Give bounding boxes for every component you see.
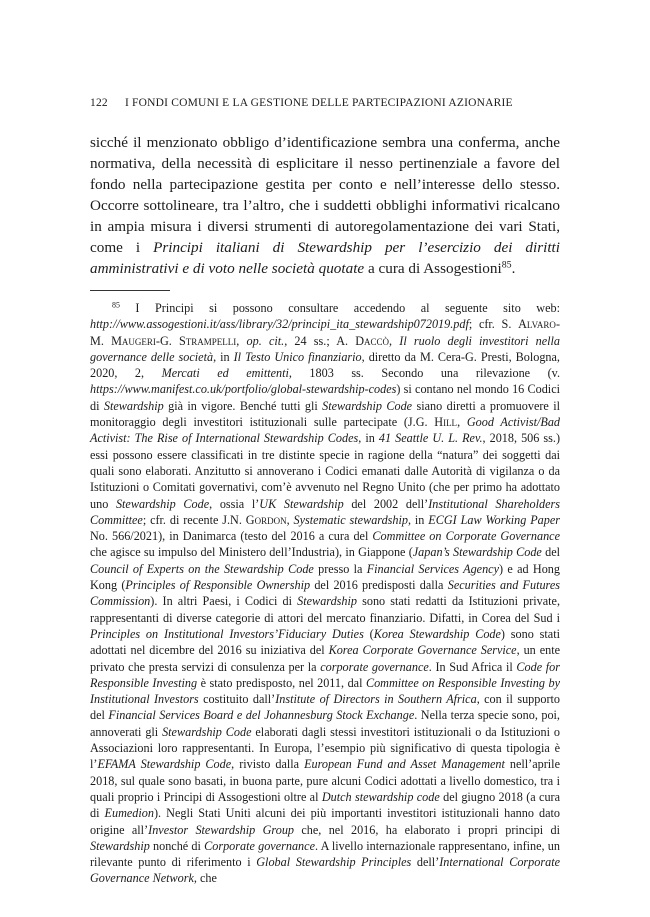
footnote-text: , 2018, 506 ss.) essi possono essere classificati in tre distinte specie in ragione della “natura” dei soggetti dai quali sono elaborati. Anzitutto si annoverano i Codici emanati dalle Autorità di vigilanza o da Istituzioni o Comitati governativi, com’è avvenuto nel Regno Unito (che per primo ha adottato uno (90, 431, 561, 511)
footnote-italic: International Corporate Governance Network (90, 855, 560, 886)
body-text: a cura di Assogestioni (364, 260, 502, 277)
footnote-text: , ossia l’ (209, 496, 260, 511)
footnote-italic: corporate governance (320, 659, 429, 674)
footnote-text: . Nella terza specie sono, poi, annoverati gli (90, 708, 560, 739)
footnote-italic: Global Stewardship Principles (256, 855, 412, 870)
running-title: I FONDI COMUNI E LA GESTIONE DELLE PARTECIPAZIONI AZIONARIE (124, 97, 513, 109)
footnote-italic: Principles of Responsible Ownership (125, 578, 311, 593)
footnote-italic: ECGI Law Working Paper (428, 512, 561, 527)
author-name: Maugeri (111, 333, 156, 348)
footnote-text: No. 566/2021), in Danimarca (testo del 2016 a cura del (90, 529, 373, 544)
footnote-text: . A livello internazionale rappresentano, infine, un rilevante punto di riferimento i (90, 838, 560, 870)
footnote-text: elaborati dagli stessi investitori istituzionali o da Istituzioni o Associazioni loro rappresentanti. In Europa, l’esempio più significativo di questa tipologia è l’ (90, 724, 560, 772)
footnote-text: , (457, 415, 467, 430)
footnote-text: ) sono stati adottati nel dicembre del 2016 su iniziativa del (90, 626, 560, 658)
footnote-text: dell’ (411, 855, 440, 870)
footnote-italic: Korea Corporate Governance Service (328, 643, 517, 658)
footnote-text: nonché di (149, 838, 205, 853)
footnote-italic: Institute of Directors in Southern Africa (275, 692, 477, 707)
footnote-italic: Systematic stewardship (293, 512, 408, 527)
footnote-italic: Stewardship Code (162, 724, 252, 739)
footnote-text: , 24 ss.; A. (284, 333, 356, 348)
footnote-italic: Mercati ed emittenti (161, 366, 289, 381)
body-paragraph (90, 132, 560, 279)
footnote-text: , che (193, 871, 217, 886)
footnote-text: nell’aprile 2018, sul quale sono basati, in buona parte, pure alcuni Codici adottati a livello domestico, tra i quali proprio i Principi di Assogestioni oltre al (90, 757, 560, 804)
footnote-italic: Committee on Responsible Investing by Institutional Investors (90, 675, 560, 707)
footnote-separator (90, 290, 170, 291)
running-header (90, 97, 560, 109)
footnote-italic: Good Activist/Bad Activist: The Rise of International Stewardship Codes (90, 415, 561, 446)
footnote-italic: Dutch stewardship code (321, 789, 440, 804)
footnote-text: che agisce su impulso del Ministero dell’Industria), in Giappone ( (90, 545, 413, 560)
footnote-text: ; cfr. di recente J.N. (142, 512, 246, 527)
footnote-text: , un ente privato che presta servizi di consulenza per la (90, 643, 560, 674)
footnote-italic: European Fund and Asset Management (304, 757, 505, 772)
footnote-italic: Council of Experts on the Stewardship Code (90, 561, 314, 576)
footnote-text: già in vigore. Benché tutti gli (163, 398, 323, 413)
footnote-italic: Eumedion (104, 806, 154, 821)
footnote-text: , (286, 512, 294, 527)
footnote-italic: 41 Seattle U. L. Rev. (378, 431, 483, 446)
footnote-italic: Committee on Corporate Governance (372, 529, 560, 544)
author-name: Daccò (355, 333, 390, 348)
footnote-italic: Financial Services Board e del Johannesburg Stock Exchange (108, 708, 415, 723)
footnote-text: ; cfr. S. (468, 317, 519, 332)
footnote-italic: op. cit. (246, 333, 285, 348)
author-name: Gordon (245, 512, 287, 527)
footnote-text: , in (213, 349, 234, 364)
footnote-text: ) e ad Hong Kong ( (90, 561, 560, 593)
footnote-italic: Japan’s Stewardship Code (412, 545, 542, 560)
footnote-text: costituito dall’ (198, 692, 276, 707)
body-text: . (511, 260, 516, 277)
footnote-text: ) si contano nel mondo 16 Codici di (90, 382, 560, 413)
footnote-text: . In Sud Africa il (428, 659, 517, 674)
footnote-italic: Il Testo Unico finanziario (233, 349, 362, 364)
footnote-italic: Investor Stewardship Group (148, 822, 295, 837)
footnote-italic: EFAMA Stewardship Code (97, 757, 232, 772)
footnote-italic: Korea Stewardship Code (373, 626, 501, 641)
footnote-text: sono stati redatti da Istituzioni private, rappresentanti di diverse categorie di attori del mercato finanziario. Difatti, in Corea del Sud i (90, 594, 560, 625)
footnote-url: https://www.manifest.co.uk/portfolio/global-stewardship-codes (90, 382, 397, 397)
footnote-text: -M. (90, 317, 560, 348)
footnote-text: , (389, 333, 400, 348)
footnote-text: , rivisto dalla (231, 757, 305, 772)
author-name: Strampelli (179, 333, 237, 348)
footnote-text: , in (358, 431, 379, 446)
footnote-text: , (236, 333, 247, 348)
author-name: Alvaro (518, 317, 556, 332)
footnote-url: http://www.assogestioni.it/ass/library/32/principi_ita_stewardship072019.pdf (90, 317, 469, 332)
footnote-text: ( (363, 626, 374, 641)
footnote-text: del 2016 predisposti dalla (310, 578, 448, 593)
footnote-text: -G. (155, 333, 180, 348)
footnote-text: I Principi si possono consultare accedendo al seguente sito web: (119, 301, 560, 315)
footnote-text: , in (408, 512, 429, 527)
footnote-italic: Corporate governance (204, 838, 315, 853)
footnote-text: del giugno 2018 (a cura di (90, 789, 561, 821)
footnote-italic: Stewardship (90, 838, 150, 853)
footnote-italic: Il ruolo degli investitori nella governance delle società (90, 333, 561, 364)
footnote-italic: Stewardship (297, 594, 357, 609)
author-name: Hill (434, 415, 458, 430)
footnote-text: , con il supporto del (90, 692, 560, 723)
footnote-text: , diretto da M. Cera-G. Presti, Bologna, 2020, 2, (90, 349, 560, 381)
footnote-text: siano diretti a promuovere il monitoraggio degli investitori istituzionali sulle partecipate (J.G. (90, 398, 560, 430)
body-text-italic: Principi italiani di Stewardship per l’esercizio dei diritti amministrativi e di voto nelle società quotate (90, 239, 560, 277)
footnote-italic: Stewardship (103, 398, 164, 413)
page-number: 122 (90, 97, 108, 109)
footnote-85 (90, 300, 560, 887)
footnote-number: 85 (112, 300, 120, 310)
footnote-italic: Stewardship Code (322, 398, 413, 413)
footnote-italic: Code for Responsible Investing (90, 659, 561, 690)
footnote-text: del (541, 545, 560, 560)
footnote-text: , 1803 ss. Secondo una rilevazione (v. (288, 366, 560, 381)
footnote-italic: Financial Services Agency (366, 561, 499, 576)
footnote-text: presso la (313, 561, 367, 576)
footnote-text: del 2002 dell’ (343, 496, 429, 511)
footnote-text: che, nel 2016, ha elaborato i propri principi di (294, 822, 561, 837)
footnote-text: è stato predisposto, nel 2011, dal (197, 675, 366, 690)
footnote-reference: 85 (501, 259, 512, 271)
footnote-italic: UK Stewardship (259, 496, 344, 511)
body-text: sicché il menzionato obbligo d’identificazione sembra una conferma, anche normativa, della necessità di esplicitare il nesso pertinenziale a favore del fondo nella partecipazione gestita per conto e nell’interesse dello stesso. Occorre sottolineare, tra l’altro, che i suddetti obblighi informativi ricalcano in ampia misura i diversi strumenti di autoregolamentazione dei vari Stati, come i (90, 134, 560, 256)
footnote-italic: Stewardship Code (115, 496, 210, 511)
footnote-italic: Securities and Futures Commission (90, 578, 560, 609)
footnote-text: ). In altri Paesi, i Codici di (150, 594, 298, 609)
footnote-text: ). Negli Stati Uniti alcuni dei più importanti investitori istituzionali hanno dato origine all’ (90, 806, 560, 837)
footnote-italic: Principles on Institutional Investors’Fiduciary Duties (90, 626, 364, 641)
footnote-italic: Institutional Shareholders Committee (90, 496, 560, 527)
